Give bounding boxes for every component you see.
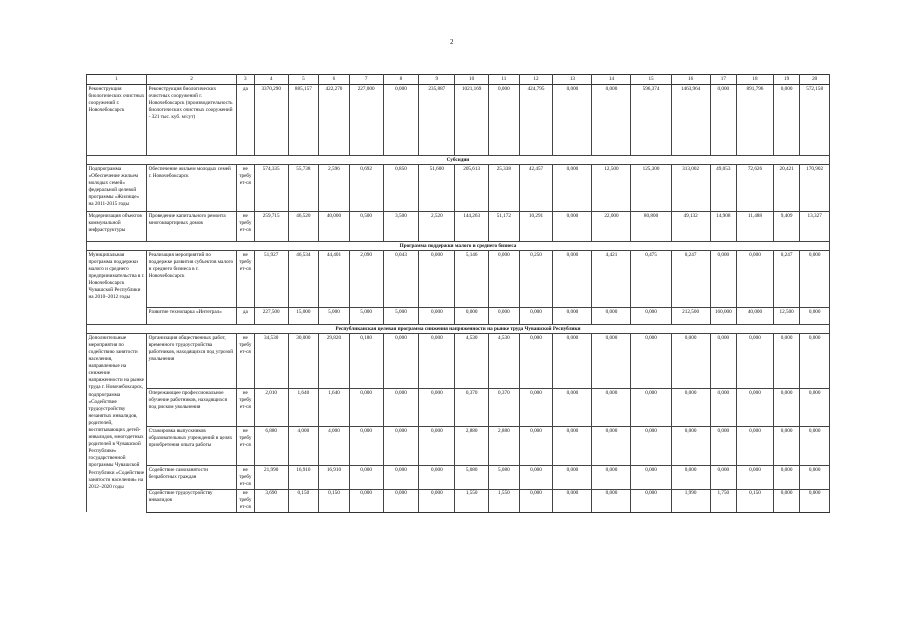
value-cell: 0,000 <box>519 489 553 512</box>
measure-cell: Опережающее профессиональное обучение работников, находящихся под риском увольнения <box>147 389 237 427</box>
value-cell: 0,000 <box>592 389 631 427</box>
value-cell: 0,000 <box>419 251 455 308</box>
value-cell: 0,000 <box>773 334 799 389</box>
value-cell: 0,000 <box>383 85 419 156</box>
value-cell: 0,000 <box>383 489 419 512</box>
column-number: 12 <box>519 75 553 85</box>
value-cell: 5,080 <box>455 466 489 489</box>
value-cell: 125,300 <box>631 165 671 212</box>
value-cell: 10,291 <box>519 212 553 242</box>
value-cell: 22,000 <box>592 212 631 242</box>
value-cell: 4,530 <box>489 334 520 389</box>
value-cell: 0,000 <box>489 85 520 156</box>
flag-cell: не требует-ся <box>236 165 254 212</box>
value-cell: 1,750 <box>710 489 736 512</box>
value-cell: 0,000 <box>592 308 631 325</box>
value-cell: 0,000 <box>519 308 553 325</box>
value-cell: 0,000 <box>519 427 553 466</box>
column-number: 17 <box>710 75 736 85</box>
value-cell: 0,000 <box>592 85 631 156</box>
value-cell: 0,247 <box>773 251 799 308</box>
value-cell: 0,000 <box>553 212 592 242</box>
table-row <box>87 466 830 489</box>
value-cell: 0,000 <box>553 427 592 466</box>
measure-cell: Содействие трудоустройству инвалидов <box>147 489 237 512</box>
column-number: 16 <box>671 75 710 85</box>
value-cell: 40,000 <box>737 308 774 325</box>
value-cell: 259,715 <box>254 212 288 242</box>
value-cell: 0,000 <box>419 466 455 489</box>
flag-cell: да <box>236 85 254 156</box>
measure-cell: Содействие самозанятости безработных граждан <box>147 466 237 489</box>
value-cell: 0,000 <box>553 165 592 212</box>
program-table <box>86 74 830 513</box>
value-cell: 0,000 <box>592 489 631 512</box>
value-cell: 51,172 <box>489 212 520 242</box>
section-row <box>87 325 830 334</box>
value-cell: 0,000 <box>419 427 455 466</box>
value-cell: 0,000 <box>519 466 553 489</box>
measure-cell: Стажировка выпускников образовательных учреждений в целях приобретения опыта работы <box>147 427 237 466</box>
column-number: 9 <box>419 75 455 85</box>
column-number: 19 <box>773 75 799 85</box>
value-cell: 596,374 <box>631 85 671 156</box>
column-number: 18 <box>737 75 774 85</box>
value-cell: 46,534 <box>288 251 319 308</box>
value-cell: 0,000 <box>349 389 383 427</box>
value-cell: 0,000 <box>773 389 799 427</box>
value-cell: 72,626 <box>737 165 774 212</box>
value-cell: 0,000 <box>592 427 631 466</box>
table-row <box>87 85 830 156</box>
value-cell: 0,000 <box>553 489 592 512</box>
value-cell: 0,370 <box>489 389 520 427</box>
value-cell: 1,990 <box>671 489 710 512</box>
column-number: 7 <box>349 75 383 85</box>
value-cell: 0,850 <box>383 165 419 212</box>
value-cell: 0,000 <box>419 308 455 325</box>
value-cell: 0,000 <box>710 251 736 308</box>
value-cell: 0,000 <box>671 427 710 466</box>
value-cell: 2,596 <box>319 165 350 212</box>
value-cell: 11,488 <box>737 212 774 242</box>
value-cell: 0,000 <box>773 489 799 512</box>
value-cell: 0,000 <box>773 427 799 466</box>
value-cell: 0,000 <box>419 489 455 512</box>
value-cell: 4,000 <box>288 427 319 466</box>
value-cell: 25,338 <box>489 165 520 212</box>
value-cell: 235,887 <box>419 85 455 156</box>
value-cell: 0,150 <box>737 489 774 512</box>
value-cell: 5,000 <box>349 308 383 325</box>
flag-cell: не требует-ся <box>236 427 254 466</box>
value-cell: 0,000 <box>489 308 520 325</box>
value-cell: 227,000 <box>349 85 383 156</box>
value-cell: 0,180 <box>349 334 383 389</box>
value-cell: 0,000 <box>800 466 830 489</box>
value-cell: 0,370 <box>455 389 489 427</box>
value-cell: 1,640 <box>288 389 319 427</box>
value-cell: 5,080 <box>489 466 520 489</box>
value-cell: 3,690 <box>254 489 288 512</box>
value-cell: 0,000 <box>553 389 592 427</box>
value-cell: 891,796 <box>737 85 774 156</box>
value-cell: 205,613 <box>455 165 489 212</box>
value-cell: 212,500 <box>671 308 710 325</box>
measure-cell: Обеспечение жильем молодых семей г. Новочебоксарск <box>147 165 237 212</box>
value-cell: 0,000 <box>519 334 553 389</box>
value-cell: 0,000 <box>349 427 383 466</box>
value-cell: 1,550 <box>489 489 520 512</box>
column-number: 20 <box>800 75 830 85</box>
value-cell: 0,000 <box>710 85 736 156</box>
value-cell: 0,000 <box>800 489 830 512</box>
measure-cell: Организация общественных работ, временного трудоустройства работников, находящихся под угрозой увольнения <box>147 334 237 389</box>
value-cell: 44,401 <box>319 251 350 308</box>
value-cell: 0,250 <box>519 251 553 308</box>
value-cell: 0,000 <box>553 251 592 308</box>
value-cell: 0,150 <box>288 489 319 512</box>
value-cell: 0,000 <box>773 466 799 489</box>
program-name-cell: Модернизация объектов коммунальной инфраструктуры <box>87 212 147 242</box>
column-number: 11 <box>489 75 520 85</box>
table-row <box>87 489 830 512</box>
value-cell: 12,500 <box>773 308 799 325</box>
value-cell: 4,421 <box>592 251 631 308</box>
value-cell: 0,000 <box>631 466 671 489</box>
column-number: 15 <box>631 75 671 85</box>
value-cell: 46,520 <box>288 212 319 242</box>
value-cell: 2,010 <box>254 389 288 427</box>
value-cell: 16,910 <box>288 466 319 489</box>
value-cell: 42,457 <box>519 165 553 212</box>
column-number: 2 <box>147 75 237 85</box>
value-cell: 5,000 <box>319 308 350 325</box>
measure-cell: Реконструкция биологических очистных сооружений г. Новочебоксарск (производительность биологических очистных сооружений - 321 тыс. куб. м/сут) <box>147 85 237 156</box>
table-row <box>87 334 830 389</box>
column-number: 10 <box>455 75 489 85</box>
value-cell: 0,000 <box>800 427 830 466</box>
value-cell: 16,910 <box>319 466 350 489</box>
value-cell: 0,000 <box>737 466 774 489</box>
value-cell: 0,150 <box>319 489 350 512</box>
value-cell: 3370,290 <box>254 85 288 156</box>
column-number: 1 <box>87 75 147 85</box>
value-cell: 572,158 <box>800 85 830 156</box>
value-cell: 4,530 <box>455 334 489 389</box>
value-cell: 0,000 <box>671 389 710 427</box>
value-cell: 0,247 <box>671 251 710 308</box>
value-cell: 0,000 <box>489 251 520 308</box>
value-cell: 20,421 <box>773 165 799 212</box>
program-name-cell: Муниципальная программа поддержки малого и среднего предпринимательства в г. Новочебоксарск Чувашской Республики на 2010–2012 годы <box>87 251 147 325</box>
value-cell: 0,000 <box>737 427 774 466</box>
value-cell: 0,000 <box>592 334 631 389</box>
value-cell: 0,000 <box>631 308 671 325</box>
value-cell: 51,927 <box>254 251 288 308</box>
column-number: 5 <box>288 75 319 85</box>
flag-cell: не требует-ся <box>236 334 254 389</box>
table-row <box>87 165 830 212</box>
value-cell: 0,000 <box>737 334 774 389</box>
section-heading-subsidies: Субсидии <box>87 156 830 165</box>
value-cell: 2,880 <box>455 427 489 466</box>
value-cell: 2,090 <box>349 251 383 308</box>
value-cell: 14,908 <box>710 212 736 242</box>
value-cell: 80,800 <box>631 212 671 242</box>
flag-cell: не требует-ся <box>236 489 254 512</box>
flag-cell: не требует-ся <box>236 251 254 308</box>
value-cell: 15,000 <box>288 308 319 325</box>
value-cell: 0,000 <box>631 427 671 466</box>
value-cell: 5,146 <box>455 251 489 308</box>
value-cell: 40,000 <box>319 212 350 242</box>
value-cell: 0,000 <box>419 334 455 389</box>
measure-cell: Проведение капитального ремонта многоквартирных домов <box>147 212 237 242</box>
value-cell: 0,000 <box>710 427 736 466</box>
value-cell: 0,000 <box>710 389 736 427</box>
value-cell: 0,475 <box>631 251 671 308</box>
table-row <box>87 389 830 427</box>
page-number: 2 <box>450 38 454 46</box>
value-cell: 144,263 <box>455 212 489 242</box>
table-row <box>87 308 830 325</box>
column-number: 6 <box>319 75 350 85</box>
value-cell: 0,500 <box>349 212 383 242</box>
value-cell: 0,000 <box>671 466 710 489</box>
value-cell: 0,043 <box>383 251 419 308</box>
section-heading-labor: Республиканская целевая программа снижения напряженности на рынке труда Чувашской Республики <box>87 325 830 334</box>
column-number: 8 <box>383 75 419 85</box>
value-cell: 5,000 <box>383 308 419 325</box>
value-cell: 0,000 <box>737 389 774 427</box>
value-cell: 0,000 <box>671 334 710 389</box>
value-cell: 0,000 <box>383 389 419 427</box>
value-cell: 0,000 <box>631 389 671 427</box>
flag-cell: не требует-ся <box>236 389 254 427</box>
value-cell: 0,000 <box>710 334 736 389</box>
value-cell: 0,000 <box>383 427 419 466</box>
value-cell: 49,053 <box>710 165 736 212</box>
value-cell: 4,000 <box>319 427 350 466</box>
value-cell: 0,000 <box>553 334 592 389</box>
value-cell: 0,000 <box>455 308 489 325</box>
value-cell: 1,550 <box>455 489 489 512</box>
value-cell: 49,132 <box>671 212 710 242</box>
value-cell: 0,000 <box>800 308 830 325</box>
table-row <box>87 212 830 242</box>
value-cell: 0,000 <box>383 466 419 489</box>
column-number-row <box>87 75 830 85</box>
value-cell: 1,640 <box>319 389 350 427</box>
value-cell: 0,000 <box>800 389 830 427</box>
value-cell: 13,327 <box>800 212 830 242</box>
flag-cell: не требует-ся <box>236 212 254 242</box>
table-row <box>87 427 830 466</box>
value-cell: 0,000 <box>800 334 830 389</box>
value-cell: 574,335 <box>254 165 288 212</box>
value-cell: 12,500 <box>592 165 631 212</box>
flag-cell: да <box>236 308 254 325</box>
measure-cell: Развитие технопарка «Интеграл» <box>147 308 237 325</box>
column-number: 4 <box>254 75 288 85</box>
value-cell: 0,000 <box>553 308 592 325</box>
value-cell: 51,600 <box>419 165 455 212</box>
value-cell: 422,270 <box>319 85 350 156</box>
section-row <box>87 242 830 251</box>
column-number: 14 <box>592 75 631 85</box>
value-cell: 0,000 <box>349 489 383 512</box>
value-cell: 0,000 <box>553 466 592 489</box>
flag-cell: не требует-ся <box>236 466 254 489</box>
value-cell: 0,000 <box>349 466 383 489</box>
measure-cell: Реализация мероприятий по поддержке развития субъектов малого и среднего бизнеса в г. Новочебоксарск <box>147 251 237 308</box>
table-row <box>87 251 830 308</box>
column-number: 3 <box>236 75 254 85</box>
value-cell: 0,000 <box>519 389 553 427</box>
value-cell: 313,002 <box>671 165 710 212</box>
section-row <box>87 156 830 165</box>
program-name-cell: Реконструкция биологических очистных сооружений г. Новочебоксарск <box>87 85 147 156</box>
value-cell: 0,000 <box>631 489 671 512</box>
value-cell: 0,000 <box>737 251 774 308</box>
program-name-cell: Подпрограмма «Обеспечение жильем молодых семей» федеральной целевой программы «Жилище» на 2011-2015 годы <box>87 165 147 212</box>
value-cell: 0,000 <box>419 389 455 427</box>
column-number: 13 <box>553 75 592 85</box>
value-cell: 0,000 <box>383 334 419 389</box>
value-cell: 9,409 <box>773 212 799 242</box>
program-name-cell: Дополнительные мероприятия по содействию занятости населения, направленные на снижение напряженности на рынке труда г. Новочебоксарск, подпрограмма «Содействие трудоустройству незанятых инвалидов, родителей, воспитывающих детей-инвалидов, многодетных родителей в Чувашской Республике» государственной программы Чувашской Республики «Содействие занятости населения» на 2012–2020 годы <box>87 334 147 513</box>
value-cell: 0,000 <box>800 251 830 308</box>
value-cell: 29,820 <box>319 334 350 389</box>
value-cell: 2,520 <box>419 212 455 242</box>
value-cell: 170,902 <box>800 165 830 212</box>
value-cell: 1463,964 <box>671 85 710 156</box>
value-cell: 3,500 <box>383 212 419 242</box>
value-cell: 2,880 <box>489 427 520 466</box>
value-cell: 0,000 <box>710 466 736 489</box>
value-cell: 0,000 <box>592 466 631 489</box>
section-heading-business: Программа поддержки малого и среднего бизнеса <box>87 242 830 251</box>
value-cell: 30,000 <box>288 334 319 389</box>
value-cell: 885,157 <box>288 85 319 156</box>
value-cell: 21,990 <box>254 466 288 489</box>
value-cell: 34,530 <box>254 334 288 389</box>
value-cell: 1021,169 <box>455 85 489 156</box>
value-cell: 0,000 <box>553 85 592 156</box>
value-cell: 160,000 <box>710 308 736 325</box>
value-cell: 227,500 <box>254 308 288 325</box>
value-cell: 55,738 <box>288 165 319 212</box>
value-cell: 0,692 <box>349 165 383 212</box>
value-cell: 424,795 <box>519 85 553 156</box>
value-cell: 0,000 <box>773 85 799 156</box>
value-cell: 0,000 <box>631 334 671 389</box>
value-cell: 6,880 <box>254 427 288 466</box>
